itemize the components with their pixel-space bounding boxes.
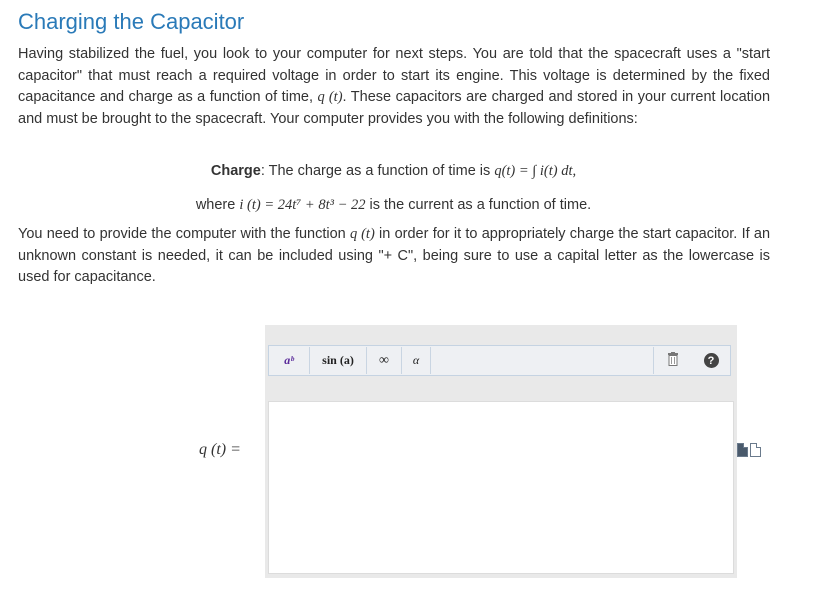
charge-definition (0, 161, 787, 181)
text-entry-icon[interactable] (750, 443, 761, 457)
current-formula: i (t) = 24t⁷ + 8t³ − 22 (239, 197, 366, 213)
answer-label: q (t) = (199, 441, 241, 458)
math-editor-toolbar (268, 345, 731, 376)
help-button[interactable] (692, 347, 730, 374)
task-math-q: q (t) (350, 226, 375, 242)
help-icon: ? (704, 353, 719, 368)
intro-text-end: . These capacitors are charged and stored in your current location and must be brought to the spacecraft. Your computer provides you with the following definitions: (18, 89, 771, 127)
charge-text: : The charge as a function of time is (260, 163, 495, 179)
task-paragraph (18, 224, 770, 289)
alpha-label: α (412, 353, 420, 367)
infinity-button[interactable] (367, 347, 402, 374)
math-entry-icon[interactable] (737, 443, 748, 457)
toolbar-spacer (431, 347, 653, 374)
power-button[interactable] (269, 347, 310, 374)
task-text-end: in order for it to appropriately charge the start capacitor. If an unknown constant is needed, it can be included using "+ C", being sure to use a capital letter as the lowercase is used for capacitance. (18, 226, 771, 286)
current-definition (0, 195, 787, 215)
intro-math-q: q (t) (317, 89, 343, 106)
page-title: Charging the Capacitor (18, 9, 245, 34)
trash-icon (667, 352, 679, 370)
where-text: where (195, 197, 240, 213)
sin-function-button[interactable] (310, 347, 367, 374)
clear-button[interactable] (653, 347, 692, 374)
intro-text-start: Having stabilized the fuel, you look to your computer for next steps. You are told that the spacecraft uses a "start capacitor" that must reach a required voltage in order to start its engine. This voltage is determined by the fixed capacitance and charge as a function of time, (18, 46, 770, 106)
greek-letter-button[interactable] (402, 347, 431, 374)
charge-label: Charge (210, 163, 261, 179)
intro-paragraph (18, 44, 770, 130)
entry-mode-icons (737, 443, 761, 457)
answer-input-area[interactable] (268, 401, 734, 574)
power-label: aᵇ (284, 353, 294, 367)
current-text: is the current as a function of time. (365, 197, 592, 213)
infinity-label: ∞ (379, 352, 389, 368)
charge-formula: q(t) = ∫ i(t) dt, (494, 163, 577, 179)
sin-label: sin (a) (322, 353, 354, 367)
task-text-start: You need to provide the computer with the function (18, 226, 350, 242)
